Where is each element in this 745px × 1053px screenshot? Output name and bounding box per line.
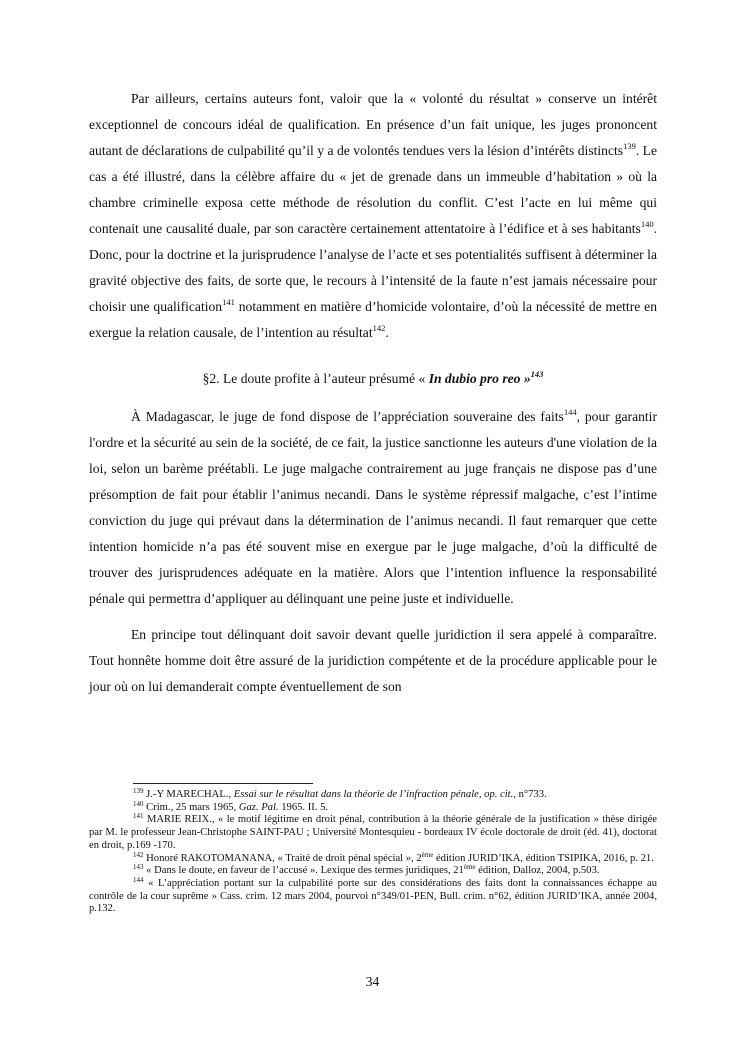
footnote-141: $^{141}$ MARIE REIX., « le motif légitime en droit pénal, contribution à la théorie générale de la justification » thèse dirigée par M. le professeur Jean-Christophe SAINT-PAU ; Université Montesquieu - bordeaux IV école doctorale de droit (éd. 41), doctorat en droit, p.169 -170. [89, 812, 657, 851]
footnote-separator [133, 783, 313, 784]
section-heading: §2. Le doute profite à l’auteur présumé « In dubio pro reo »$^{143}$ [202, 369, 544, 386]
latin-maxim: In dubio pro reo » [428, 371, 531, 386]
footnote-ref-142[interactable]: 142 [372, 323, 386, 333]
page-body [89, 86, 657, 700]
paragraph-en-principe: En principe tout délinquant doit savoir devant quelle juridiction il sera appelé à comparaître. Tout honnête homme doit être assuré de la juridiction compétente et de la procédure applicable pour le jour où on lui demanderait compte éventuellement de son [89, 627, 657, 694]
page-number: 34 [365, 974, 380, 989]
footnotes [89, 783, 657, 916]
footnote-ref-141[interactable]: 141 [222, 297, 235, 307]
footnote-143: $^{143}$ « Dans le doute, en faveur de l’accusé ». Lexique des termes juridiques, 21ème édition, Dalloz, 2004, p.503. [133, 863, 600, 877]
footnote-ref-140[interactable]: 140 [640, 219, 654, 229]
footnote-144: $^{144}$ « L’appréciation portant sur la culpabilité porte sur des considérations des faits dont la connaissances échappe au contrôle de la cour suprême » Cass. crim. 12 mars 2004, pourvoi n°349/01-PEN, Bull. crim. n°62, édition JURID’IKA, année 2004, p.132. [89, 875, 657, 915]
paragraph-concours-ideal: Par ailleurs, certains auteurs font, valoir que la « volonté du résultat » conserve un intérêt exceptionnel de concours idéal de qualification. En présence d’un fait unique, les juges prononcent autant de déclarations de culpabilité qu’il y a de volontés tendues vers la lésion d’intérêts distincts$^{139}$. Le cas a été illustré, dans la célèbre affaire du « jet de grenade dans un immeuble d’habitation » où la chambre criminelle exposa cette méthode de résolution du conflit. C’est l’acte en lui même qui contenait une causalité duale, par son caractère certainement attentatoire à l’édifice et à ses habitants$^{140}$. Donc, pour la doctrine et la jurisprudence l’analyse de l’acte et ses potentialités suffisent à déterminer la gravité objective des faits, de sorte que, le recours à l’intensité de la faute n’est jamais nécessaire pour choisir une qualification$^{141}$ notamment en matière d’homicide volontaire, d’où la nécessité de mettre en exergue la relation causale, de l’intention au résultat$^{142}$. [89, 91, 657, 340]
footnote-ref-144[interactable]: 144 [563, 407, 577, 417]
footnote-139: $^{139}$ J.-Y MARECHAL., Essai sur le résultat dans la théorie de l’infraction pénale, op. cit., n°733. [133, 787, 547, 800]
footnote-142: $^{142}$ Honoré RAKOTOMANANA, « Traité de droit pénal spécial », 2ème édition JURID’IKA, édition TSIPIKA, 2016, p. 21. [133, 850, 654, 864]
footnote-ref-139[interactable]: 139 [623, 141, 636, 151]
footnote-ref-143[interactable]: 143 [530, 369, 544, 379]
footnote-140: $^{140}$ Crim., 25 mars 1965, Gaz. Pal. 1965. II. 5. [133, 799, 329, 813]
paragraph-madagascar: À Madagascar, le juge de fond dispose de l’appréciation souveraine des faits$^{144}$, pour garantir l'ordre et la sécurité au sein de la société, de ce fait, la justice sanctionne les auteurs d'une violation de la loi, selon un barème préétabli. Le juge malgache contrairement au juge français ne dispose pas d’une présomption de fait pour établir l’animus necandi. Dans le système répressif malgache, c’est l’intime conviction du juge qui prévaut dans la détermination de l’animus necandi. Il faut remarquer que cette intention homicide n’a pas été souvent mise en exergue par le juge malgache, d’où la difficulté de trouver des jurisprudences adéquate en la matière. Alors que l’intention influence la responsabilité pénale qui permettra d’appliquer au délinquant une peine juste et individuelle. [89, 407, 657, 606]
